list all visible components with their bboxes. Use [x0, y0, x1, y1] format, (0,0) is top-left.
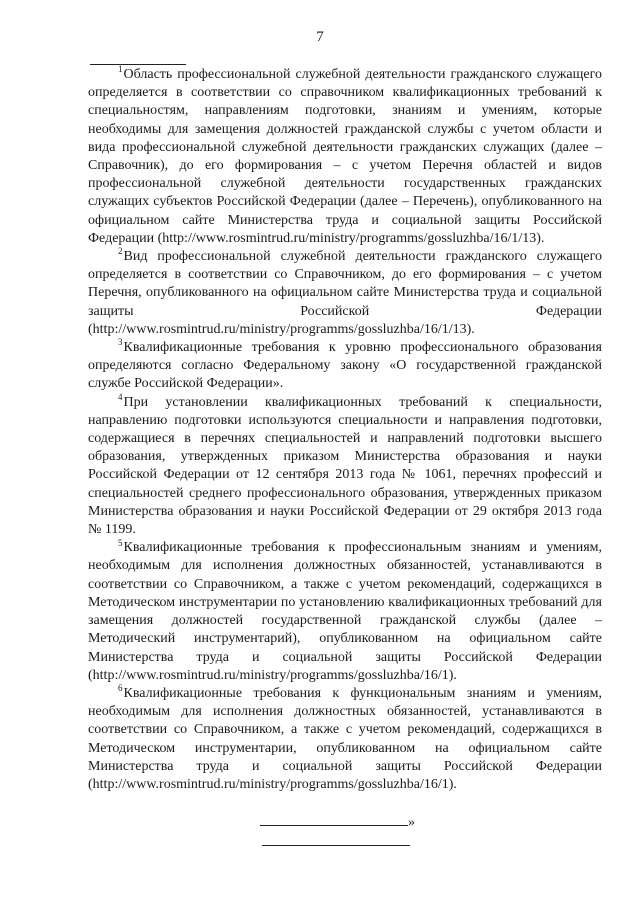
- page-number: 7: [316, 29, 324, 45]
- bottom-rule: [262, 845, 410, 846]
- footnote-separator: [90, 64, 186, 65]
- footnote-text-3: Квалификационные требования к уровню профессионального образования определяются согласно Федеральному закону «О государственной гражданской службе Российской Федерации».: [88, 340, 602, 392]
- footnote-text-6: Квалификационные требования к функциональным знаниям и умениям, необходимым для исполнения должностных обязанностей, устанавливаются в соответствии со Справочником, а также с учетом рекомендаций, содержащихся в Методическом инструментарии, опубликованном на официальном сайте Министерства труда и социальной защиты Российской Федерации (http://www.rosmintrud.ru/ministry/programms/gossluzhba/16/1).: [88, 685, 602, 792]
- footnote-marker-5: 5: [118, 537, 123, 548]
- footnote-6: [88, 685, 602, 794]
- footnote-text-4: При установлении квалификационных требований к специальности, направлению подготовки используются специальности и направления подготовки, содержащиеся в перечнях специальностей и направлений подготовки высшего образования, утвержденных приказом Министерства образования и науки Российской Федерации от 12 сентября 2013 года № 1061, перечнях профессий и специальностей среднего профессионального образования, утвержденных приказом Министерства образования и науки Российской Федерации от 29 октября 2013 года № 1199.: [88, 394, 602, 538]
- footnote-marker-4: 4: [118, 392, 123, 402]
- footnotes: [88, 66, 602, 794]
- footnote-text-2: Вид профессиональной служебной деятельности гражданского служащего определяется в соответствии со Справочником, до его формирования – с учетом Перечня, опубликованного на официальном сайте Министерства труда и социальной защиты Российской Федерации (http://www.rosmintrud.ru/ministry/programms/gossluzhba/16/1/13).: [88, 249, 602, 337]
- footnote-text-1: Область профессиональной служебной деятельности гражданского служащего определяется в соответствии со справочником квалификационных требований к специальностям, направлениям подготовки, знаниям и умениям, которые необходимы для замещения должностей гражданской службы с учетом области и вида профессиональной служебной деятельности гражданских служащих (далее – Справочник), до его формирования – с учетом Перечня областей и видов профессиональной служебной деятельности государственных гражданских служащих субъектов Российской Федерации (далее – Перечень), опубликованного на официальном сайте Министерства труда и социальной защиты Российской Федерации (http://www.rosmintrud.ru/ministry/programms/gossluzhba/16/1/13).: [88, 67, 602, 246]
- footnote-5: [88, 539, 602, 685]
- closing-underline: [260, 813, 408, 826]
- footnote-1: [88, 66, 602, 248]
- footnote-marker-1: 1: [118, 64, 123, 75]
- footnote-text-5: Квалификационные требования к профессиональным знаниям и умениям, необходимым для исполнения должностных обязанностей, устанавливаются в соответствии со Справочником, а также с учетом рекомендаций, содержащихся в Методическом инструментарии по установлению квалификационных требований для замещения должностей государственной гражданской службы (далее – Методический инструментарий), опубликованном на официальном сайте Министерства труда и социальной защиты Российской Федерации (http://www.rosmintrud.ru/ministry/programms/gossluzhba/16/1).: [88, 540, 602, 683]
- footnote-marker-3: 3: [118, 337, 123, 348]
- footnote-2: [88, 248, 602, 339]
- footnote-marker-2: 2: [118, 246, 123, 257]
- footnote-4: [88, 394, 602, 540]
- footnote-marker-6: 6: [118, 683, 123, 694]
- footnote-3: [88, 339, 602, 394]
- closing-line: [260, 813, 420, 832]
- closing-quote: »: [408, 815, 415, 830]
